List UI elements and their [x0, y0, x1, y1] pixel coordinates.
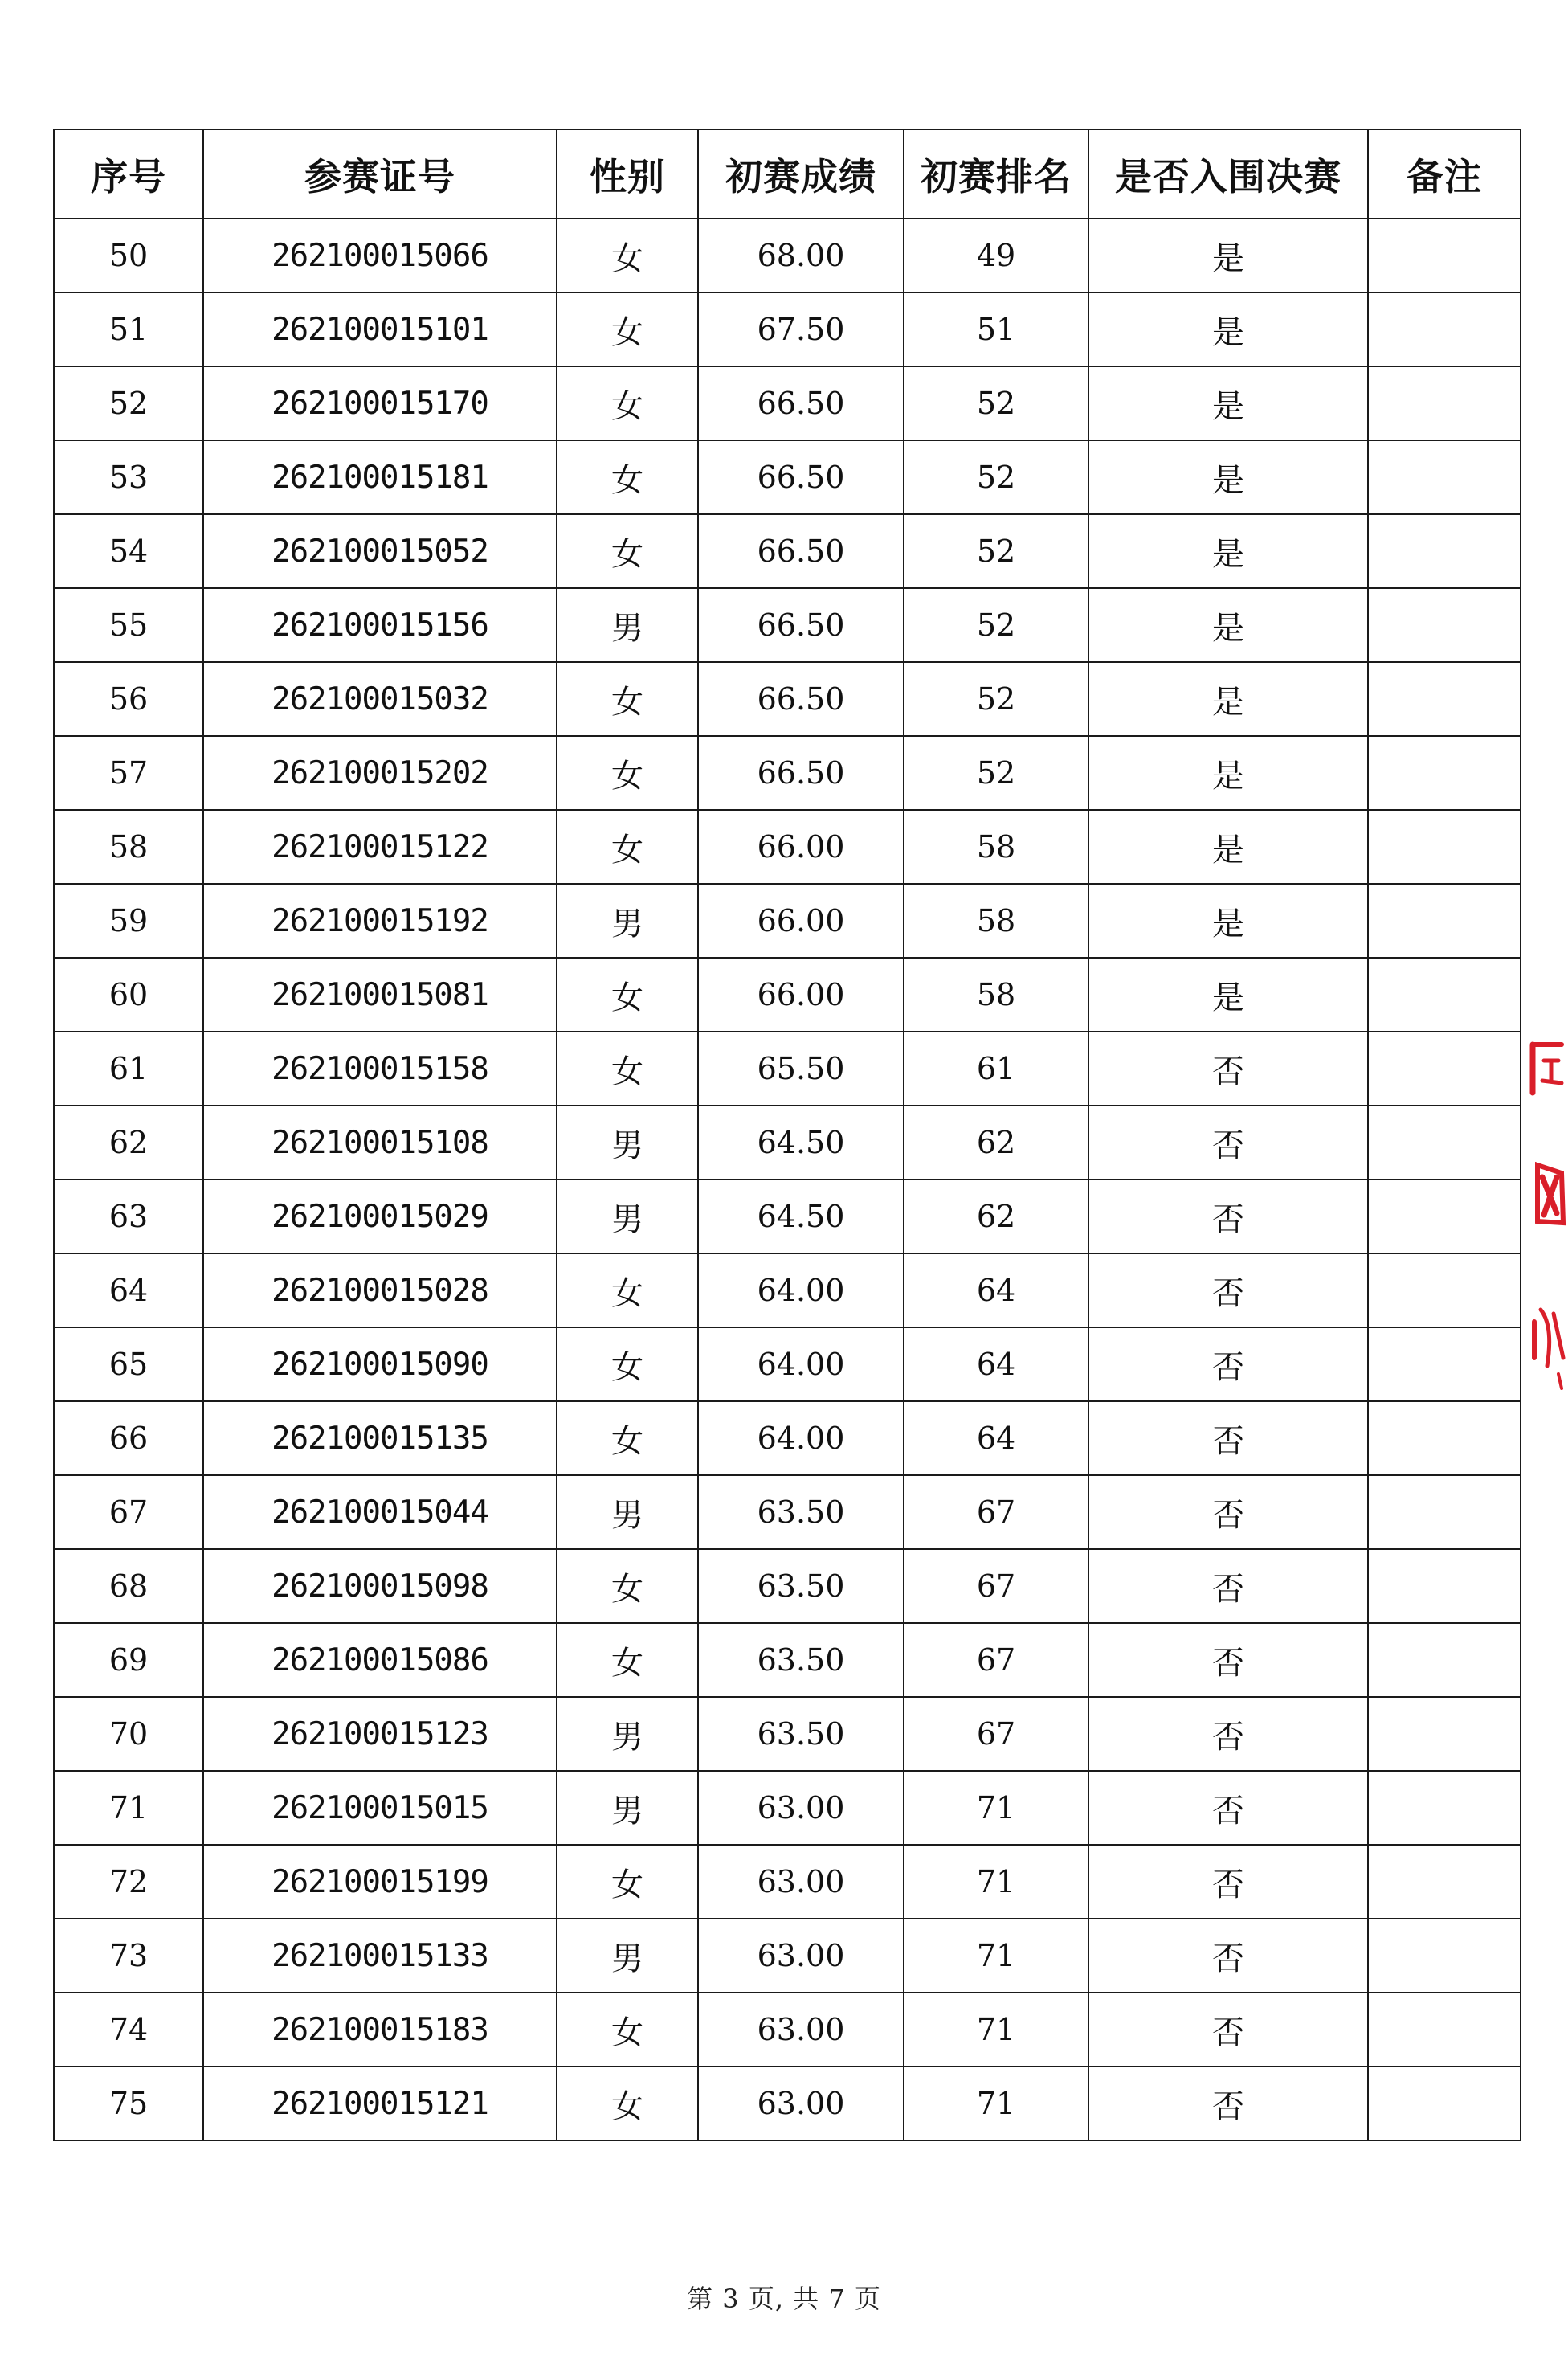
- cell-gender: 男: [557, 1919, 698, 1993]
- cell-entry-id: 262100015090: [203, 1327, 557, 1401]
- cell-serial-number: 51: [54, 292, 203, 366]
- cell-remarks: [1368, 1180, 1521, 1253]
- cell-gender: 女: [557, 1032, 698, 1106]
- cell-remarks: [1368, 588, 1521, 662]
- cell-advance-to-final: 是: [1088, 588, 1368, 662]
- cell-gender: 男: [557, 1106, 698, 1180]
- cell-entry-id: 262100015158: [203, 1032, 557, 1106]
- cell-advance-to-final: 否: [1088, 1697, 1368, 1771]
- cell-remarks: [1368, 884, 1521, 958]
- cell-preliminary-rank: 58: [904, 958, 1088, 1032]
- table-row: [54, 958, 1521, 1032]
- cell-serial-number: 72: [54, 1845, 203, 1919]
- cell-entry-id: 262100015202: [203, 736, 557, 810]
- cell-preliminary-score: 63.50: [698, 1475, 904, 1549]
- cell-entry-id: 262100015199: [203, 1845, 557, 1919]
- cell-preliminary-score: 66.50: [698, 736, 904, 810]
- cell-preliminary-rank: 71: [904, 1919, 1088, 1993]
- cell-advance-to-final: 否: [1088, 1106, 1368, 1180]
- cell-preliminary-score: 63.00: [698, 1919, 904, 1993]
- cell-entry-id: 262100015098: [203, 1549, 557, 1623]
- cell-entry-id: 262100015086: [203, 1623, 557, 1697]
- cell-serial-number: 66: [54, 1401, 203, 1475]
- cell-advance-to-final: 是: [1088, 884, 1368, 958]
- table-row: [54, 662, 1521, 736]
- cell-remarks: [1368, 736, 1521, 810]
- cell-preliminary-score: 64.00: [698, 1401, 904, 1475]
- cell-remarks: [1368, 662, 1521, 736]
- cell-remarks: [1368, 1845, 1521, 1919]
- table-body: [54, 219, 1521, 2140]
- cell-remarks: [1368, 1919, 1521, 1993]
- cell-serial-number: 57: [54, 736, 203, 810]
- table-header-row: [54, 129, 1521, 219]
- cell-entry-id: 262100015101: [203, 292, 557, 366]
- cell-preliminary-rank: 67: [904, 1623, 1088, 1697]
- cell-advance-to-final: 否: [1088, 1327, 1368, 1401]
- cell-preliminary-rank: 52: [904, 588, 1088, 662]
- cell-preliminary-score: 64.50: [698, 1106, 904, 1180]
- table-row: [54, 1993, 1521, 2067]
- cell-entry-id: 262100015032: [203, 662, 557, 736]
- cell-remarks: [1368, 958, 1521, 1032]
- cell-serial-number: 50: [54, 219, 203, 292]
- cell-serial-number: 52: [54, 366, 203, 440]
- header-entry-id: 参赛证号: [203, 129, 557, 219]
- table-row: [54, 1771, 1521, 1845]
- cell-preliminary-rank: 64: [904, 1401, 1088, 1475]
- cell-gender: 女: [557, 514, 698, 588]
- table-row: [54, 1106, 1521, 1180]
- cell-preliminary-rank: 52: [904, 514, 1088, 588]
- cell-entry-id: 262100015122: [203, 810, 557, 884]
- cell-preliminary-rank: 67: [904, 1475, 1088, 1549]
- table-row: [54, 1623, 1521, 1697]
- cell-serial-number: 54: [54, 514, 203, 588]
- cell-preliminary-rank: 71: [904, 2067, 1088, 2140]
- table-row: [54, 1475, 1521, 1549]
- cell-advance-to-final: 是: [1088, 219, 1368, 292]
- cell-gender: 男: [557, 1180, 698, 1253]
- cell-gender: 女: [557, 1845, 698, 1919]
- table-row: [54, 884, 1521, 958]
- header-serial-number: 序号: [54, 129, 203, 219]
- cell-gender: 女: [557, 219, 698, 292]
- cell-preliminary-rank: 71: [904, 1993, 1088, 2067]
- cell-preliminary-rank: 67: [904, 1549, 1088, 1623]
- table-row: [54, 1253, 1521, 1327]
- cell-gender: 男: [557, 1475, 698, 1549]
- cell-remarks: [1368, 1253, 1521, 1327]
- table-row: [54, 1697, 1521, 1771]
- cell-gender: 女: [557, 1993, 698, 2067]
- red-seal-stamp: [1526, 1036, 1568, 1390]
- cell-preliminary-score: 66.00: [698, 810, 904, 884]
- cell-advance-to-final: 否: [1088, 1475, 1368, 1549]
- cell-remarks: [1368, 1106, 1521, 1180]
- cell-preliminary-score: 64.50: [698, 1180, 904, 1253]
- cell-gender: 女: [557, 366, 698, 440]
- cell-preliminary-rank: 64: [904, 1327, 1088, 1401]
- table-row: [54, 810, 1521, 884]
- cell-advance-to-final: 是: [1088, 662, 1368, 736]
- cell-advance-to-final: 是: [1088, 736, 1368, 810]
- cell-entry-id: 262100015135: [203, 1401, 557, 1475]
- cell-advance-to-final: 是: [1088, 514, 1368, 588]
- table-row: [54, 1327, 1521, 1401]
- cell-preliminary-rank: 62: [904, 1106, 1088, 1180]
- cell-advance-to-final: 否: [1088, 1993, 1368, 2067]
- cell-preliminary-rank: 52: [904, 366, 1088, 440]
- cell-serial-number: 59: [54, 884, 203, 958]
- cell-serial-number: 55: [54, 588, 203, 662]
- cell-preliminary-rank: 71: [904, 1845, 1088, 1919]
- cell-gender: 女: [557, 958, 698, 1032]
- cell-entry-id: 262100015192: [203, 884, 557, 958]
- cell-preliminary-score: 63.50: [698, 1697, 904, 1771]
- cell-preliminary-rank: 71: [904, 1771, 1088, 1845]
- cell-entry-id: 262100015066: [203, 219, 557, 292]
- cell-advance-to-final: 是: [1088, 958, 1368, 1032]
- cell-remarks: [1368, 1032, 1521, 1106]
- cell-remarks: [1368, 1697, 1521, 1771]
- cell-preliminary-rank: 64: [904, 1253, 1088, 1327]
- table-row: [54, 219, 1521, 292]
- cell-serial-number: 74: [54, 1993, 203, 2067]
- cell-preliminary-rank: 52: [904, 662, 1088, 736]
- cell-remarks: [1368, 1549, 1521, 1623]
- table-row: [54, 1032, 1521, 1106]
- table-row: [54, 292, 1521, 366]
- cell-preliminary-rank: 67: [904, 1697, 1088, 1771]
- header-remarks: 备注: [1368, 129, 1521, 219]
- cell-preliminary-score: 63.50: [698, 1549, 904, 1623]
- cell-preliminary-score: 63.00: [698, 1845, 904, 1919]
- cell-advance-to-final: 否: [1088, 1919, 1368, 1993]
- cell-advance-to-final: 否: [1088, 1771, 1368, 1845]
- table-row: [54, 588, 1521, 662]
- cell-preliminary-score: 66.00: [698, 884, 904, 958]
- cell-advance-to-final: 否: [1088, 1549, 1368, 1623]
- cell-entry-id: 262100015081: [203, 958, 557, 1032]
- header-gender: 性别: [557, 129, 698, 219]
- cell-preliminary-score: 64.00: [698, 1253, 904, 1327]
- cell-preliminary-score: 66.50: [698, 588, 904, 662]
- cell-serial-number: 64: [54, 1253, 203, 1327]
- cell-preliminary-score: 66.50: [698, 440, 904, 514]
- cell-entry-id: 262100015108: [203, 1106, 557, 1180]
- cell-preliminary-score: 63.00: [698, 2067, 904, 2140]
- cell-advance-to-final: 否: [1088, 1253, 1368, 1327]
- cell-serial-number: 70: [54, 1697, 203, 1771]
- cell-serial-number: 63: [54, 1180, 203, 1253]
- cell-gender: 男: [557, 884, 698, 958]
- table-row: [54, 1401, 1521, 1475]
- cell-gender: 男: [557, 1771, 698, 1845]
- cell-serial-number: 65: [54, 1327, 203, 1401]
- table-row: [54, 1549, 1521, 1623]
- cell-preliminary-rank: 52: [904, 440, 1088, 514]
- page-number-footer: 第 3 页, 共 7 页: [687, 2283, 881, 2314]
- table-row: [54, 1919, 1521, 1993]
- cell-serial-number: 53: [54, 440, 203, 514]
- cell-preliminary-score: 65.50: [698, 1032, 904, 1106]
- cell-advance-to-final: 否: [1088, 1180, 1368, 1253]
- cell-serial-number: 75: [54, 2067, 203, 2140]
- cell-entry-id: 262100015133: [203, 1919, 557, 1993]
- cell-remarks: [1368, 810, 1521, 884]
- cell-preliminary-score: 66.50: [698, 366, 904, 440]
- cell-remarks: [1368, 219, 1521, 292]
- cell-gender: 男: [557, 1697, 698, 1771]
- cell-serial-number: 68: [54, 1549, 203, 1623]
- cell-remarks: [1368, 1401, 1521, 1475]
- cell-gender: 女: [557, 1253, 698, 1327]
- cell-advance-to-final: 否: [1088, 2067, 1368, 2140]
- cell-gender: 女: [557, 1549, 698, 1623]
- cell-advance-to-final: 是: [1088, 292, 1368, 366]
- header-preliminary-rank: 初赛排名: [904, 129, 1088, 219]
- cell-remarks: [1368, 2067, 1521, 2140]
- cell-remarks: [1368, 366, 1521, 440]
- cell-preliminary-rank: 61: [904, 1032, 1088, 1106]
- cell-advance-to-final: 否: [1088, 1845, 1368, 1919]
- table-row: [54, 514, 1521, 588]
- cell-preliminary-score: 63.00: [698, 1771, 904, 1845]
- cell-gender: 女: [557, 2067, 698, 2140]
- cell-entry-id: 262100015052: [203, 514, 557, 588]
- cell-preliminary-rank: 58: [904, 884, 1088, 958]
- cell-remarks: [1368, 1623, 1521, 1697]
- cell-serial-number: 60: [54, 958, 203, 1032]
- cell-serial-number: 62: [54, 1106, 203, 1180]
- cell-remarks: [1368, 1993, 1521, 2067]
- cell-gender: 女: [557, 440, 698, 514]
- table-row: [54, 440, 1521, 514]
- cell-gender: 女: [557, 736, 698, 810]
- cell-remarks: [1368, 514, 1521, 588]
- cell-entry-id: 262100015044: [203, 1475, 557, 1549]
- cell-serial-number: 69: [54, 1623, 203, 1697]
- cell-preliminary-score: 64.00: [698, 1327, 904, 1401]
- cell-entry-id: 262100015123: [203, 1697, 557, 1771]
- cell-gender: 女: [557, 1327, 698, 1401]
- cell-gender: 女: [557, 810, 698, 884]
- cell-remarks: [1368, 1327, 1521, 1401]
- cell-advance-to-final: 是: [1088, 810, 1368, 884]
- cell-remarks: [1368, 1771, 1521, 1845]
- cell-preliminary-score: 66.50: [698, 662, 904, 736]
- cell-entry-id: 262100015015: [203, 1771, 557, 1845]
- cell-preliminary-rank: 58: [904, 810, 1088, 884]
- cell-serial-number: 58: [54, 810, 203, 884]
- cell-entry-id: 262100015181: [203, 440, 557, 514]
- cell-entry-id: 262100015170: [203, 366, 557, 440]
- table-row: [54, 2067, 1521, 2140]
- cell-gender: 男: [557, 588, 698, 662]
- cell-gender: 女: [557, 292, 698, 366]
- cell-gender: 女: [557, 1623, 698, 1697]
- cell-serial-number: 56: [54, 662, 203, 736]
- cell-advance-to-final: 是: [1088, 440, 1368, 514]
- cell-gender: 女: [557, 662, 698, 736]
- cell-advance-to-final: 否: [1088, 1032, 1368, 1106]
- cell-preliminary-rank: 52: [904, 736, 1088, 810]
- header-preliminary-score: 初赛成绩: [698, 129, 904, 219]
- cell-preliminary-rank: 49: [904, 219, 1088, 292]
- cell-entry-id: 262100015028: [203, 1253, 557, 1327]
- cell-remarks: [1368, 1475, 1521, 1549]
- cell-serial-number: 71: [54, 1771, 203, 1845]
- header-advance-to-final: 是否入围决赛: [1088, 129, 1368, 219]
- cell-entry-id: 262100015121: [203, 2067, 557, 2140]
- cell-serial-number: 73: [54, 1919, 203, 1993]
- cell-advance-to-final: 否: [1088, 1401, 1368, 1475]
- cell-preliminary-rank: 51: [904, 292, 1088, 366]
- cell-entry-id: 262100015156: [203, 588, 557, 662]
- cell-preliminary-score: 63.50: [698, 1623, 904, 1697]
- cell-preliminary-score: 68.00: [698, 219, 904, 292]
- cell-preliminary-score: 67.50: [698, 292, 904, 366]
- results-table: [53, 129, 1521, 2141]
- cell-remarks: [1368, 440, 1521, 514]
- cell-preliminary-score: 66.00: [698, 958, 904, 1032]
- cell-serial-number: 61: [54, 1032, 203, 1106]
- table-row: [54, 1180, 1521, 1253]
- cell-serial-number: 67: [54, 1475, 203, 1549]
- cell-advance-to-final: 否: [1088, 1623, 1368, 1697]
- cell-entry-id: 262100015183: [203, 1993, 557, 2067]
- cell-preliminary-score: 66.50: [698, 514, 904, 588]
- table-row: [54, 736, 1521, 810]
- cell-advance-to-final: 是: [1088, 366, 1368, 440]
- table-row: [54, 1845, 1521, 1919]
- cell-remarks: [1368, 292, 1521, 366]
- table-row: [54, 366, 1521, 440]
- cell-gender: 女: [557, 1401, 698, 1475]
- cell-entry-id: 262100015029: [203, 1180, 557, 1253]
- cell-preliminary-rank: 62: [904, 1180, 1088, 1253]
- cell-preliminary-score: 63.00: [698, 1993, 904, 2067]
